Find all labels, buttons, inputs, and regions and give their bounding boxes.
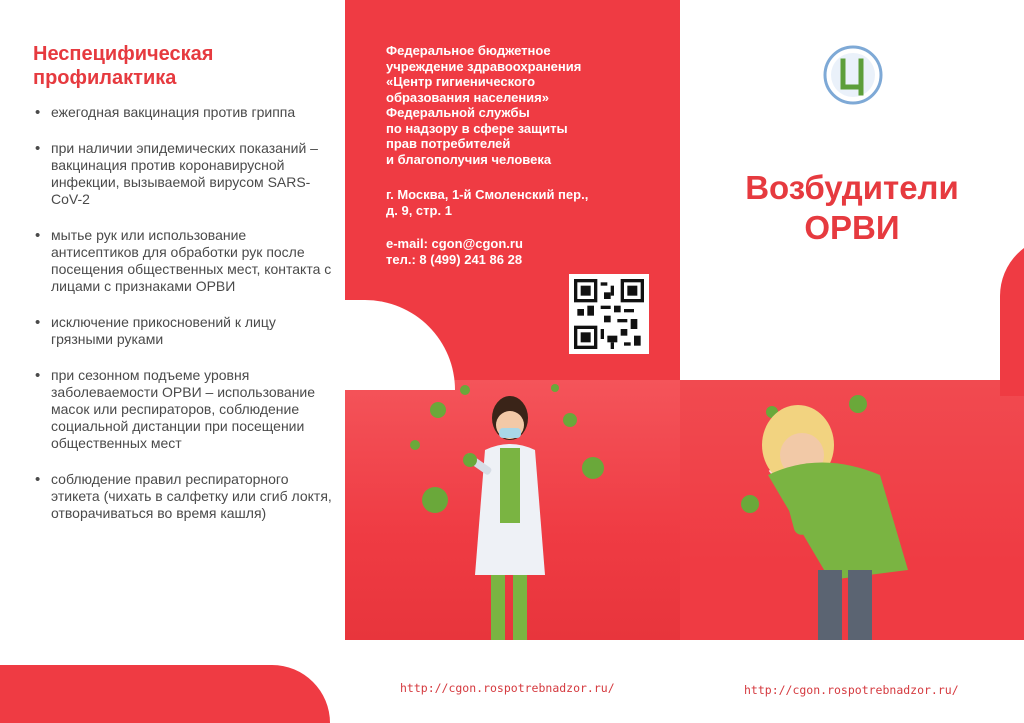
website-link[interactable]: http://cgon.rospotrebnadzor.ru/ <box>400 681 615 695</box>
list-item: • при сезонном подъеме уровня заболеваемости ОРВИ – использование масок или респираторов, соблюдение социальной дистанции при посещении общественных мест <box>33 367 333 452</box>
qr-code[interactable] <box>569 274 649 354</box>
list-item: • ежегодная вакцинация против гриппа <box>33 104 333 121</box>
middle-panel <box>345 0 680 723</box>
coughing-illustration-area <box>680 380 1024 640</box>
coughing-girl-illustration <box>680 380 1024 640</box>
organization-info <box>386 43 656 267</box>
list-item: • исключение прикосновений к лицу грязными руками <box>33 314 333 348</box>
qr-code-icon <box>574 279 644 349</box>
address-line: д. 9, стр. 1 <box>386 202 452 218</box>
org-line: Федеральной службы <box>386 105 530 120</box>
doctor-illustration-area <box>345 380 680 640</box>
org-line: и благополучия человека <box>386 151 552 167</box>
org-line: учреждение здравоохранения <box>386 58 582 74</box>
prevention-list <box>33 104 333 541</box>
prevention-heading: Неспецифическая профилактика <box>33 43 214 89</box>
org-line: «Центр гигиенического <box>386 74 536 89</box>
corner-decoration <box>0 665 330 723</box>
org-line: прав потребителей <box>386 136 511 151</box>
address-line: г. Москва, 1-й Смоленский пер., <box>386 187 589 202</box>
org-line: Федеральное бюджетное <box>386 43 551 58</box>
list-item: • при наличии эпидемических показаний – вакцинация против коронавирусной инфекции, вызываемой вирусом SARS-CoV-2 <box>33 140 333 208</box>
cgon-logo-icon <box>823 45 883 105</box>
list-item: • мытье рук или использование антисептиков для обработки рук после посещения общественных мест, контакта с лицами с признаками ОРВИ <box>33 227 333 295</box>
page-title <box>680 168 1024 248</box>
website-link[interactable]: http://cgon.rospotrebnadzor.ru/ <box>744 683 959 697</box>
email-text[interactable]: e-mail: cgon@cgon.ru <box>386 236 523 251</box>
title-line: Возбудители <box>745 169 959 206</box>
title-line: ОРВИ <box>804 209 900 246</box>
address <box>386 187 656 218</box>
list-item: • соблюдение правил респираторного этикета (чихать в салфетку или сгиб локтя, отворачиваться во время кашля) <box>33 471 333 522</box>
doctor-illustration <box>345 380 680 640</box>
left-panel <box>0 0 345 723</box>
right-panel <box>680 0 1024 723</box>
contacts <box>386 236 656 267</box>
org-line: образования населения» <box>386 89 549 105</box>
phone-text[interactable]: тел.: 8 (499) 241 86 28 <box>386 251 523 267</box>
org-line: по надзору в сфере защиты <box>386 120 568 136</box>
